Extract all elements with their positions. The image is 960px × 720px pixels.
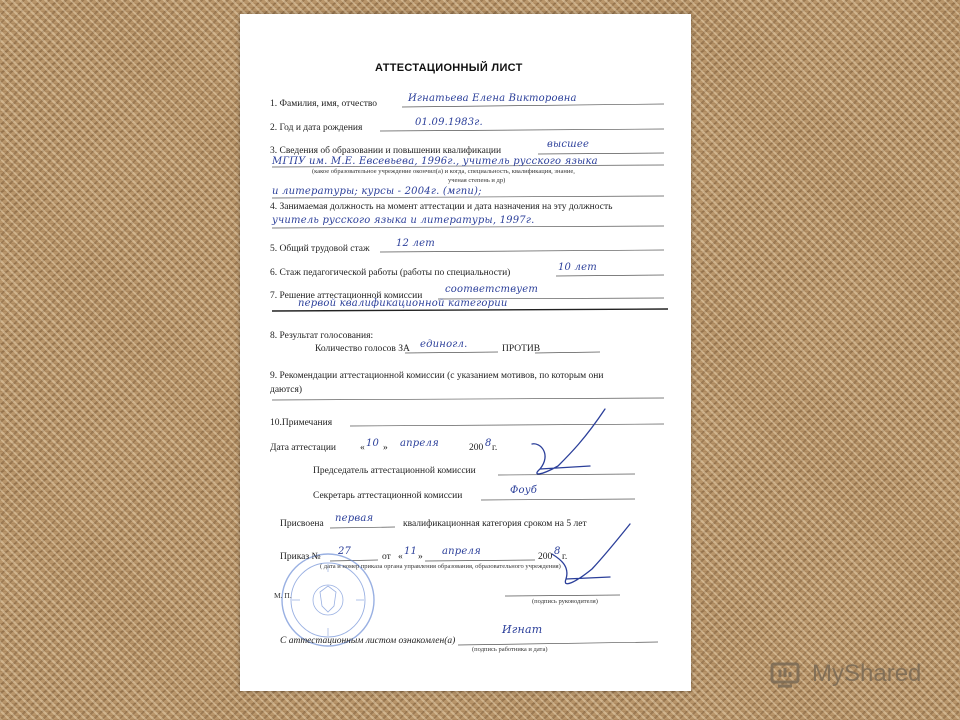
attestation-date-label: Дата аттестации xyxy=(270,443,336,453)
field-decision-value: соответствует xyxy=(445,284,539,295)
document-title: АТТЕСТАЦИОННЫЙ ЛИСТ xyxy=(375,62,523,74)
field-recommendations-label: 9. Рекомендации аттестационной комиссии (с указанием мотивов, по которым они xyxy=(270,371,604,381)
myshared-watermark xyxy=(768,658,922,692)
attestation-year-digit: 8 xyxy=(485,438,492,449)
assigned-text: квалификационная категория сроком на 5 лет xyxy=(403,519,587,529)
form-lines xyxy=(240,14,691,691)
order-from: от xyxy=(382,552,391,562)
attestation-year-prefix: 200 xyxy=(469,443,484,453)
attestation-sheet: АТТЕСТАЦИОННЫЙ ЛИСТ 1. Фамилия, имя, отчество Игнатьева Елена Викторовна 2. Год и дата рождения 01.09.1983г. 3. Сведения об образовании и повышении квалификации высшее МГПУ им. М.Е. Евсевьева, 1996г., учитель русского языка (какое образовательное учреждение окончил(а) и когда, специальность, квалификация, знание, ученая степень и др) и литературы; курсы - 2004г. (мгпи); 4. Занимаемая должность на момент аттестации и дата назначения на эту должность учитель русского языка и литературы, 1997г. 5. Общий трудовой стаж 12 лет 6. Стаж педагогической работы (работы по специальности) 10 лет 7. Решение аттестационной комиссии соответствует первой квалификационной категории 8. Результат голосования: Количество голосов ЗА единогл. ПРОТИВ 9. Рекомендации аттестационной комиссии (с указанием мотивов, по которым они даются) 10.Примечания Дата аттестации « 10 » апреля 200 8 г. Председатель аттестационной комиссии Секретарь аттестационной комиссии Фоуб Присвоена первая квалификационная категория сроком на 5 лет Приказ № 27 от « 11 » апреля 200 8 г. ( дата и номер приказа органа управления образования, образовательного учреждения) М. П. (подпись руководителя) С аттестационным листом ознакомлен(а) Игнат (подпись работника и дата) xyxy=(240,14,691,691)
acquainted-label: С аттестационным листом ознакомлен(а) xyxy=(280,636,456,646)
field-education-value-3: и литературы; курсы - 2004г. (мгпи); xyxy=(272,186,482,197)
myshared-logo-icon xyxy=(768,658,808,692)
votes-for-value: единогл. xyxy=(420,339,468,350)
secretary-label: Секретарь аттестационной комиссии xyxy=(313,491,463,501)
field-vote-label: 8. Результат голосования: xyxy=(270,331,374,341)
order-year-prefix: 200 xyxy=(538,552,553,562)
field-education-value-2: МГПУ им. М.Е. Евсевьева, 1996г., учитель русского языка xyxy=(272,156,598,167)
field-pedagogical-label: 6. Стаж педагогической работы (работы по специальности) xyxy=(270,268,511,278)
field-position-value: учитель русского языка и литературы, 1997г. xyxy=(272,215,535,226)
worker-signature-note: (подпись работника и дата) xyxy=(472,646,548,653)
attestation-month: апреля xyxy=(400,438,439,449)
field-pedagogical-value: 10 лет xyxy=(558,262,597,273)
assigned-value: первая xyxy=(335,513,374,524)
chairman-signature xyxy=(532,409,605,474)
votes-for-label: Количество голосов ЗА xyxy=(315,344,410,354)
votes-against-label: ПРОТИВ xyxy=(502,344,541,354)
order-label: Приказ № xyxy=(280,552,321,562)
field-name-value: Игнатьева Елена Викторовна xyxy=(408,93,577,104)
secretary-signature: Фоуб xyxy=(510,485,538,496)
field-recommendations-label-2: даются) xyxy=(270,385,303,395)
field-name-label: 1. Фамилия, имя, отчество xyxy=(270,99,378,109)
order-year-digit: 8 xyxy=(554,546,561,557)
field-experience-label: 5. Общий трудовой стаж xyxy=(270,244,370,254)
field-decision-label: 7. Решение аттестационной комиссии xyxy=(270,291,423,301)
field-experience-value: 12 лет xyxy=(396,238,435,249)
field-notes-label: 10.Примечания xyxy=(270,418,333,428)
field-decision-value-2: первой квалификационной категории xyxy=(298,298,508,309)
attestation-date-suffix: г. xyxy=(492,443,498,453)
order-date-suffix: г. xyxy=(562,552,568,562)
mp-label: М. П. xyxy=(274,591,292,600)
field-birth-value: 01.09.1983г. xyxy=(415,117,483,128)
head-signature-note: (подпись руководителя) xyxy=(532,598,598,605)
chairman-label: Председатель аттестационной комиссии xyxy=(313,466,476,476)
worker-signature: Игнат xyxy=(502,623,543,636)
education-note: (какое образовательное учреждение окончил(а) и когда, специальность, квалификация, знание, xyxy=(312,168,575,175)
field-education-label: 3. Сведения об образовании и повышении квалификации xyxy=(270,146,502,156)
field-education-value: высшее xyxy=(547,139,590,150)
field-position-label: 4. Занимаемая должность на момент аттестации и дата назначения на эту должность xyxy=(270,202,613,212)
field-birth-label: 2. Год и дата рождения xyxy=(270,123,363,133)
order-month: апреля xyxy=(442,546,481,557)
attestation-day: 10 xyxy=(366,438,380,449)
assigned-label: Присвоена xyxy=(280,519,324,529)
myshared-watermark-text: MyShared xyxy=(812,660,922,687)
order-day: 11 xyxy=(404,546,418,557)
order-number: 27 xyxy=(338,546,352,557)
education-note-2: ученая степень и др) xyxy=(448,177,506,184)
order-note: ( дата и номер приказа органа управления образования, образовательного учреждения) xyxy=(320,563,561,570)
